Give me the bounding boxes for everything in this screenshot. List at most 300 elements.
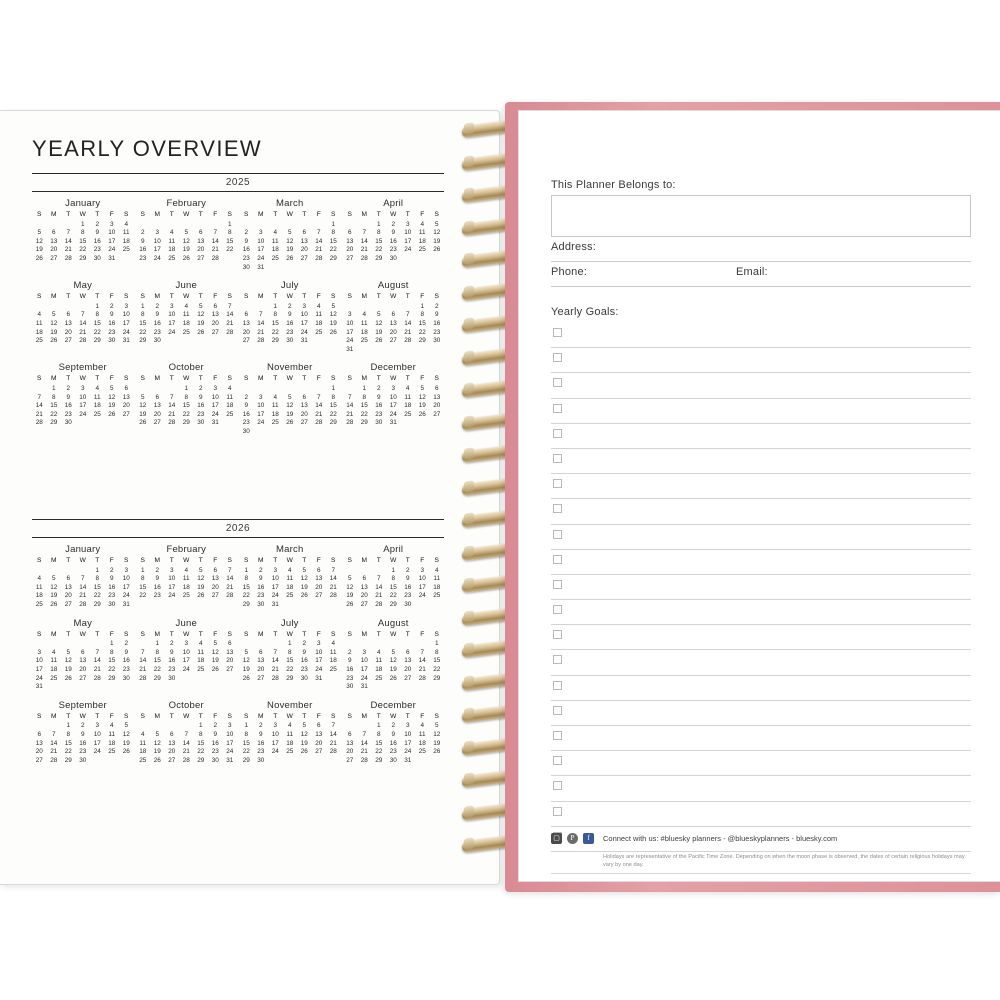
day-cell: 20 [168, 748, 176, 756]
month-name: December [370, 699, 416, 711]
week-row [32, 683, 134, 692]
day-cell: 30 [389, 254, 397, 262]
day-cell: 6 [227, 640, 232, 648]
goal-row[interactable] [551, 701, 971, 726]
checkbox-icon[interactable] [553, 706, 562, 715]
day-cell: 22 [226, 246, 234, 254]
day-cell: 2 [258, 566, 263, 574]
belongs-to-field[interactable] [551, 195, 971, 237]
day-cell: 27 [226, 665, 234, 673]
checkbox-icon[interactable] [553, 655, 562, 664]
day-cell: 27 [360, 600, 368, 608]
goal-row[interactable] [551, 650, 971, 675]
day-cell: 12 [211, 648, 219, 656]
goal-row[interactable] [551, 474, 971, 499]
weekday-cell: S [140, 557, 145, 564]
day-cell: 9 [391, 730, 396, 738]
day-cell: 8 [376, 229, 381, 237]
day-cell: 24 [257, 419, 265, 427]
day-cell: 11 [271, 402, 279, 410]
day-cell [386, 683, 401, 692]
weekday-cell: F [316, 375, 321, 383]
weekday-cell: M [361, 211, 367, 218]
day-cell: 16 [242, 410, 250, 418]
day-cell: 7 [80, 311, 85, 319]
checkbox-icon[interactable] [553, 454, 562, 463]
day-cell: 22 [329, 410, 337, 418]
day-cell [401, 255, 416, 264]
month-calendar [136, 198, 238, 272]
day-cell [76, 683, 91, 692]
weekday-cell: M [361, 557, 367, 564]
day-cell: 19 [197, 319, 205, 327]
day-cell: 29 [242, 756, 250, 764]
day-cell: 15 [139, 583, 147, 591]
day-cell: 17 [168, 583, 176, 591]
day-cell: 17 [346, 328, 354, 336]
day-cell: 2 [66, 384, 71, 392]
day-cell [415, 683, 430, 692]
day-cell: 23 [139, 254, 147, 262]
weekday-cell: F [420, 712, 425, 720]
day-cell: 21 [315, 410, 323, 418]
day-cell: 6 [169, 730, 174, 738]
day-cell: 9 [155, 575, 160, 583]
day-cell: 15 [93, 319, 101, 327]
coil-cap-left [464, 317, 474, 329]
day-cell: 17 [257, 410, 265, 418]
weekday-cell: M [51, 712, 57, 720]
day-cell: 18 [108, 739, 116, 747]
day-cell: 14 [211, 237, 219, 245]
day-cell: 7 [227, 302, 232, 310]
day-cell [76, 567, 91, 576]
weekday-cell: S [331, 630, 336, 638]
day-cell: 20 [197, 246, 205, 254]
day-cell: 14 [315, 237, 323, 245]
day-cell: 17 [271, 583, 279, 591]
day-cell: 25 [182, 592, 190, 600]
checkbox-icon[interactable] [553, 404, 562, 413]
month-calendar [343, 618, 445, 692]
day-cell: 26 [197, 328, 205, 336]
day-cell: 3 [302, 302, 307, 310]
day-cell: 5 [51, 311, 56, 319]
week-row [239, 255, 341, 264]
week-row [343, 584, 445, 593]
day-cell [343, 722, 358, 731]
day-cell: 29 [418, 337, 426, 345]
day-cell: 15 [108, 657, 116, 665]
checkbox-icon[interactable] [553, 555, 562, 564]
day-cell: 26 [242, 674, 250, 682]
checkbox-icon[interactable] [553, 353, 562, 362]
month-calendar [239, 544, 341, 610]
checkbox-icon[interactable] [553, 504, 562, 513]
weekday-cell: W [79, 211, 86, 218]
goal-row[interactable] [551, 575, 971, 600]
month-name: October [168, 699, 204, 711]
day-cell [283, 601, 298, 610]
day-cell: 5 [420, 384, 425, 392]
day-cell: 14 [226, 311, 234, 319]
day-cell: 11 [286, 730, 294, 738]
weekday-header [239, 211, 341, 220]
weekday-cell: W [79, 557, 86, 564]
day-cell [105, 683, 120, 692]
weekday-cell: M [258, 293, 264, 301]
day-cell: 17 [108, 237, 116, 245]
day-cell: 15 [242, 739, 250, 747]
day-cell: 19 [286, 246, 294, 254]
day-cell: 3 [347, 311, 352, 319]
day-cell: 27 [346, 254, 354, 262]
weekday-header [136, 631, 238, 640]
day-cell: 10 [211, 393, 219, 401]
goal-row[interactable] [551, 373, 971, 398]
day-cell: 15 [79, 237, 87, 245]
day-cell [165, 221, 180, 230]
weekday-cell: S [347, 211, 352, 218]
day-cell: 18 [286, 739, 294, 747]
weekday-cell: S [227, 557, 232, 564]
day-cell: 4 [362, 311, 367, 319]
week-row [343, 722, 445, 731]
day-cell: 20 [346, 748, 354, 756]
week-row [136, 419, 238, 428]
goal-row[interactable] [551, 751, 971, 776]
day-cell: 22 [139, 592, 147, 600]
day-cell: 27 [64, 600, 72, 608]
checkbox-icon[interactable] [553, 479, 562, 488]
week-row [136, 238, 238, 247]
day-cell: 24 [79, 410, 87, 418]
checkbox-icon[interactable] [553, 731, 562, 740]
day-cell: 27 [168, 756, 176, 764]
day-cell: 30 [242, 427, 250, 435]
day-cell: 22 [271, 328, 279, 336]
goal-row[interactable] [551, 625, 971, 650]
weekday-cell: W [390, 712, 397, 720]
day-cell: 11 [197, 648, 205, 656]
day-cell: 28 [346, 419, 354, 427]
day-cell [297, 428, 312, 437]
day-cell: 3 [213, 384, 218, 392]
day-cell [90, 640, 105, 649]
day-cell: 13 [257, 657, 265, 665]
day-cell: 30 [168, 674, 176, 682]
day-cell: 8 [420, 311, 425, 319]
weekday-cell: W [286, 211, 293, 218]
day-cell: 19 [375, 328, 383, 336]
day-cell: 22 [79, 246, 87, 254]
checkbox-icon[interactable] [553, 328, 562, 337]
day-cell [401, 303, 416, 312]
day-cell: 14 [418, 657, 426, 665]
month-calendar [136, 280, 238, 354]
day-cell: 7 [213, 229, 218, 237]
day-cell: 14 [93, 657, 101, 665]
month-name: March [276, 544, 304, 555]
day-cell: 20 [360, 592, 368, 600]
month-name: November [267, 699, 313, 711]
checkbox-icon[interactable] [553, 681, 562, 690]
day-cell: 8 [140, 311, 145, 319]
day-cell: 20 [257, 665, 265, 673]
day-cell: 21 [257, 328, 265, 336]
month-calendar [32, 618, 134, 692]
goal-row[interactable] [551, 525, 971, 550]
day-cell: 21 [35, 410, 43, 418]
instagram-icon[interactable]: ▢ [551, 833, 562, 844]
day-cell: 2 [391, 722, 396, 730]
day-cell: 30 [404, 600, 412, 608]
weekday-header [32, 293, 134, 302]
day-cell: 9 [244, 402, 249, 410]
weekday-cell: F [109, 557, 114, 564]
day-cell: 3 [169, 302, 174, 310]
weekday-cell: T [169, 293, 174, 301]
weekday-cell: S [227, 211, 232, 218]
day-cell: 24 [211, 410, 219, 418]
day-cell: 5 [155, 730, 160, 738]
day-cell: 27 [35, 756, 43, 764]
coil-cap-left [464, 707, 474, 719]
month-calendar [239, 618, 341, 692]
goal-row[interactable] [551, 550, 971, 575]
checkbox-icon[interactable] [553, 429, 562, 438]
week-row [239, 303, 341, 312]
day-cell: 9 [347, 657, 352, 665]
address-field[interactable] [551, 261, 971, 262]
goal-row[interactable] [551, 424, 971, 449]
weekday-cell: T [95, 712, 100, 720]
checkbox-icon[interactable] [553, 807, 562, 816]
goal-row[interactable] [551, 323, 971, 348]
weekday-cell: S [140, 211, 145, 218]
day-cell: 7 [316, 393, 321, 401]
goal-row[interactable] [551, 600, 971, 625]
day-cell: 28 [418, 674, 426, 682]
week-row [136, 584, 238, 593]
weekday-cell: S [244, 293, 249, 301]
day-cell: 19 [329, 319, 337, 327]
day-cell: 25 [226, 410, 234, 418]
weekday-cell: S [227, 630, 232, 638]
day-cell: 17 [93, 739, 101, 747]
day-cell: 5 [51, 575, 56, 583]
day-cell: 1 [244, 722, 249, 730]
goal-row[interactable] [551, 676, 971, 701]
weekday-cell: S [244, 557, 249, 564]
weekday-cell: S [227, 293, 232, 301]
day-cell: 26 [122, 748, 130, 756]
weekday-cell: T [95, 557, 100, 564]
day-cell: 23 [79, 748, 87, 756]
checkbox-icon[interactable] [553, 530, 562, 539]
week-row [239, 666, 341, 675]
day-cell: 27 [122, 410, 130, 418]
month-calendar [239, 198, 341, 272]
day-cell: 29 [197, 756, 205, 764]
pinterest-icon[interactable]: P [567, 833, 578, 844]
day-cell: 1 [244, 566, 249, 574]
day-cell: 27 [197, 254, 205, 262]
day-cell: 27 [389, 337, 397, 345]
facebook-icon[interactable]: f [583, 833, 594, 844]
day-cell: 15 [182, 402, 190, 410]
weekday-cell: S [331, 293, 336, 301]
day-cell: 2 [244, 393, 249, 401]
weekday-cell: S [434, 211, 439, 218]
day-cell: 16 [211, 739, 219, 747]
day-cell: 1 [273, 302, 278, 310]
weekday-cell: W [79, 293, 86, 301]
day-cell: 26 [389, 674, 397, 682]
goal-row[interactable] [551, 499, 971, 524]
day-cell: 21 [315, 246, 323, 254]
weekday-cell: W [183, 293, 190, 301]
weekday-cell: M [361, 293, 367, 301]
week-row [32, 657, 134, 666]
day-cell: 9 [434, 311, 439, 319]
goal-row[interactable] [551, 776, 971, 801]
phone-email-field[interactable] [551, 286, 971, 287]
day-cell [343, 567, 358, 576]
day-cell: 26 [211, 665, 219, 673]
weekday-cell: T [302, 293, 307, 301]
weekday-cell: S [124, 557, 129, 564]
day-cell: 1 [109, 640, 114, 648]
day-cell: 24 [168, 328, 176, 336]
day-cell [76, 419, 91, 428]
week-row [343, 238, 445, 247]
checkbox-icon[interactable] [553, 756, 562, 765]
week-row [32, 402, 134, 411]
day-cell: 12 [375, 319, 383, 327]
week-row [32, 229, 134, 238]
day-cell: 11 [418, 730, 426, 738]
day-cell [372, 346, 387, 355]
goal-row[interactable] [551, 726, 971, 751]
month-name: December [370, 362, 416, 374]
weekday-cell: M [361, 712, 367, 720]
day-cell: 4 [37, 311, 42, 319]
weekday-cell: T [273, 293, 278, 301]
day-cell: 14 [404, 319, 412, 327]
checkbox-icon[interactable] [553, 580, 562, 589]
day-cell: 22 [108, 665, 116, 673]
day-cell: 4 [227, 384, 232, 392]
day-cell: 20 [153, 410, 161, 418]
day-cell: 17 [168, 319, 176, 327]
day-cell: 13 [64, 319, 72, 327]
day-cell: 10 [360, 657, 368, 665]
day-cell: 12 [122, 730, 130, 738]
weekday-header [136, 211, 238, 220]
day-cell: 19 [433, 739, 441, 747]
day-cell: 7 [316, 229, 321, 237]
weekday-cell: T [405, 557, 410, 564]
week-row [32, 731, 134, 740]
day-cell [136, 722, 151, 731]
week-row [136, 311, 238, 320]
week-row [239, 657, 341, 666]
checkbox-icon[interactable] [553, 378, 562, 387]
day-cell: 19 [108, 402, 116, 410]
week-row [136, 329, 238, 338]
day-cell: 4 [376, 648, 381, 656]
day-cell: 7 [258, 311, 263, 319]
month-calendar [239, 280, 341, 354]
day-cell [179, 337, 194, 346]
week-row [136, 255, 238, 264]
day-cell: 14 [329, 730, 337, 738]
week-row [239, 567, 341, 576]
day-cell: 31 [300, 337, 308, 345]
goal-row[interactable] [551, 449, 971, 474]
day-cell: 8 [362, 393, 367, 401]
month-name: April [383, 198, 404, 209]
weekday-header [136, 293, 238, 302]
weekday-cell: S [124, 630, 129, 638]
day-cell: 23 [153, 328, 161, 336]
goal-row[interactable] [551, 348, 971, 373]
goal-row[interactable] [551, 802, 971, 827]
day-cell: 27 [257, 674, 265, 682]
day-cell: 19 [182, 246, 190, 254]
day-cell [415, 757, 430, 766]
day-cell [194, 675, 209, 684]
day-cell: 19 [153, 748, 161, 756]
coil-cap-left [464, 350, 474, 362]
checkbox-icon[interactable] [553, 605, 562, 614]
day-cell: 18 [418, 237, 426, 245]
year-label: 2025 [32, 173, 444, 192]
weekday-cell: F [109, 211, 114, 218]
day-cell: 8 [244, 575, 249, 583]
week-row [343, 740, 445, 749]
checkbox-icon[interactable] [553, 781, 562, 790]
weekday-cell: T [95, 211, 100, 218]
day-cell: 1 [51, 384, 56, 392]
day-cell [401, 419, 416, 428]
day-cell: 28 [35, 419, 43, 427]
checkbox-icon[interactable] [553, 630, 562, 639]
day-cell: 3 [362, 648, 367, 656]
day-cell: 12 [418, 393, 426, 401]
day-cell: 12 [300, 575, 308, 583]
weekday-cell: F [109, 375, 114, 383]
day-cell: 27 [300, 419, 308, 427]
day-cell [239, 303, 254, 312]
week-row [343, 575, 445, 584]
day-cell [326, 337, 341, 346]
goal-row[interactable] [551, 399, 971, 424]
day-cell: 17 [360, 665, 368, 673]
weekday-header [343, 211, 445, 220]
day-cell [326, 264, 341, 273]
day-cell: 2 [155, 566, 160, 574]
weekday-cell: S [347, 293, 352, 301]
day-cell: 31 [346, 345, 354, 353]
day-cell [90, 419, 105, 428]
day-cell [150, 221, 165, 230]
day-cell: 4 [198, 640, 203, 648]
day-cell: 14 [35, 402, 43, 410]
weekday-cell: T [302, 375, 307, 383]
day-cell [223, 419, 238, 428]
